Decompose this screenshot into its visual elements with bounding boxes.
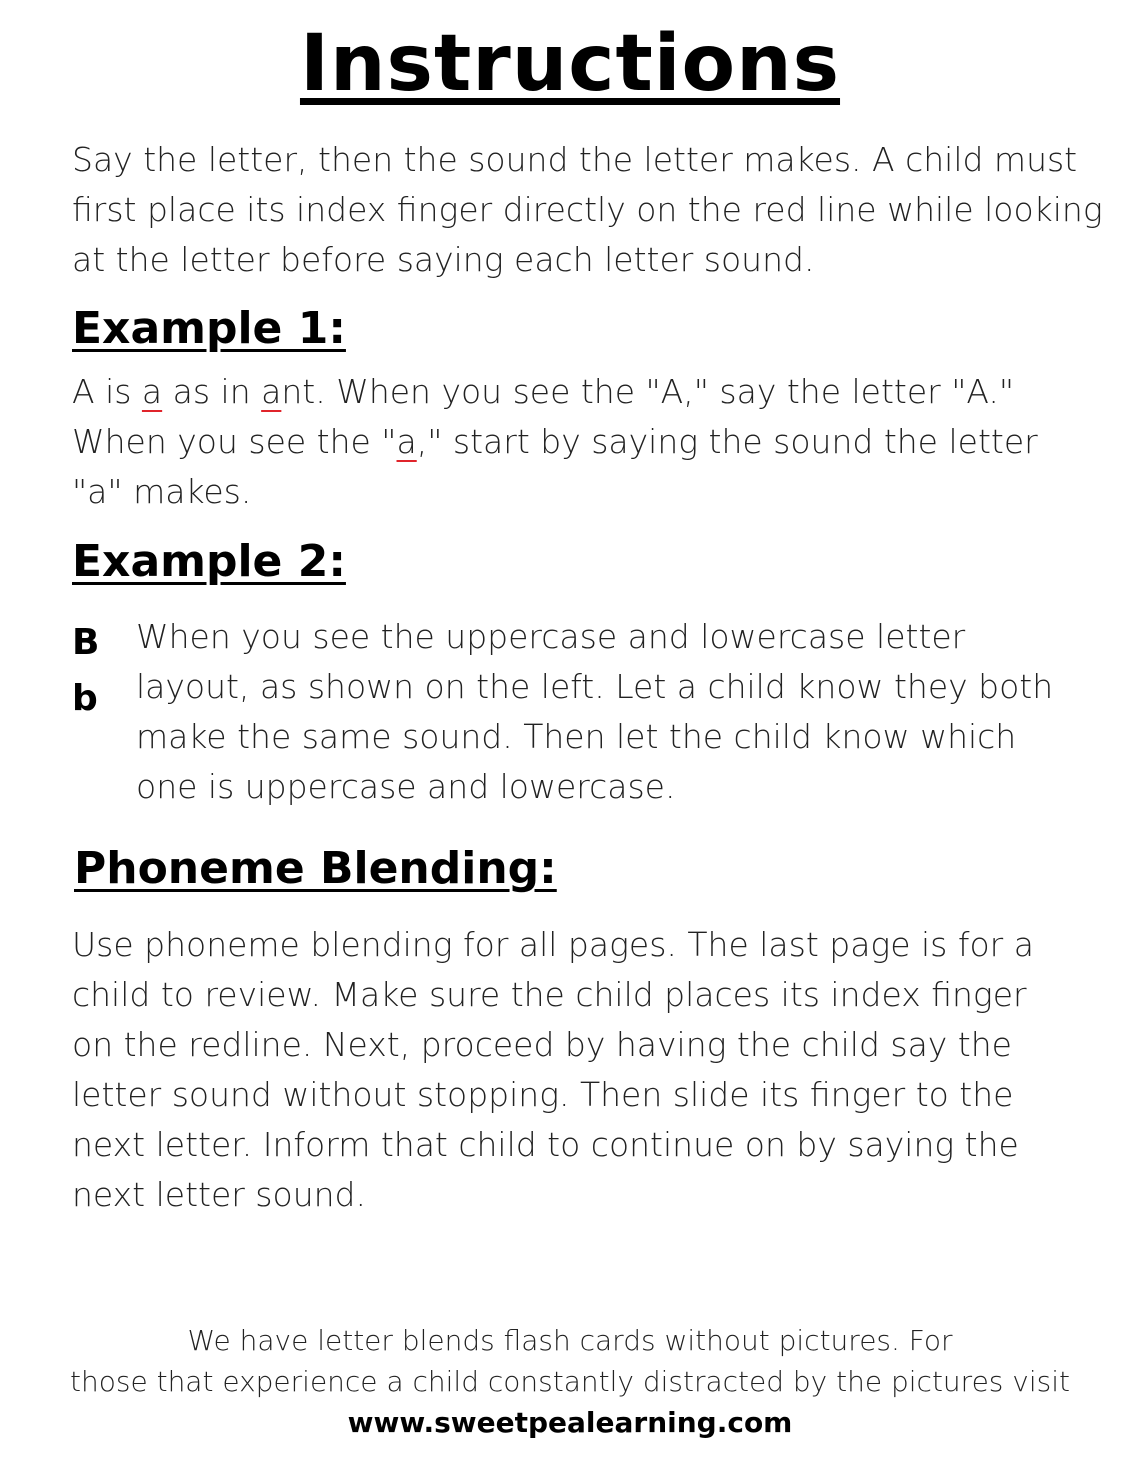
page-title: Instructions bbox=[299, 19, 841, 109]
text-segment: ," start by saying the sound the letter bbox=[416, 422, 1038, 461]
example2-paragraph bbox=[136, 612, 1053, 812]
example2-line: layout, as shown on the left. Let a child know they both bbox=[136, 667, 1054, 706]
text-segment: nt. When you see the "A," say the letter "A." bbox=[281, 372, 1015, 411]
example1-line bbox=[72, 367, 1038, 417]
red-underlined-letter: a bbox=[261, 372, 282, 411]
website-link[interactable]: www.sweetpealearning.com bbox=[347, 1406, 793, 1439]
blending-line: next letter sound. bbox=[72, 1175, 366, 1214]
text-segment: A is bbox=[72, 372, 142, 411]
blending-line: letter sound without stopping. Then slide its finger to the bbox=[72, 1075, 1014, 1114]
text-segment: When you see the " bbox=[72, 422, 397, 461]
footer-line: those that experience a child constantly distracted by the pictures visit bbox=[70, 1365, 1070, 1398]
blending-line: child to review. Make sure the child places its index finger bbox=[72, 975, 1027, 1014]
example2-line: make the same sound. Then let the child know which bbox=[136, 717, 1017, 756]
example1-line: "a" makes. bbox=[72, 472, 252, 511]
blending-line: on the redline. Next, proceed by having the child say the bbox=[72, 1025, 1012, 1064]
intro-line: Say the letter, then the sound the letter makes. A child must bbox=[72, 140, 1078, 179]
example1-line bbox=[72, 417, 1038, 467]
text-segment: as in bbox=[162, 372, 262, 411]
lowercase-letter: b bbox=[72, 678, 98, 719]
blending-paragraph bbox=[72, 920, 1034, 1220]
blending-line: Use phoneme blending for all pages. The last page is for a bbox=[72, 925, 1034, 964]
intro-paragraph bbox=[72, 135, 1103, 285]
intro-line: first place its index finger directly on the red line while looking bbox=[72, 190, 1103, 229]
uppercase-letter: B bbox=[72, 622, 100, 663]
footer bbox=[0, 1320, 1140, 1443]
intro-line: at the letter before saying each letter sound. bbox=[72, 240, 815, 279]
example2-line: When you see the uppercase and lowercase letter bbox=[136, 617, 966, 656]
example1-paragraph bbox=[72, 367, 1038, 517]
red-underlined-letter: a bbox=[141, 372, 163, 411]
example2-heading: Example 2: bbox=[72, 536, 346, 587]
letter-pair bbox=[72, 615, 112, 727]
example1-heading: Example 1: bbox=[72, 303, 346, 354]
footer-line: We have letter blends flash cards without pictures. For bbox=[187, 1324, 953, 1357]
blending-line: next letter. Inform that child to continue on by saying the bbox=[72, 1125, 1019, 1164]
red-underlined-letter: a bbox=[396, 422, 417, 461]
example2-line: one is uppercase and lowercase. bbox=[136, 767, 676, 806]
blending-heading: Phoneme Blending: bbox=[74, 843, 557, 894]
